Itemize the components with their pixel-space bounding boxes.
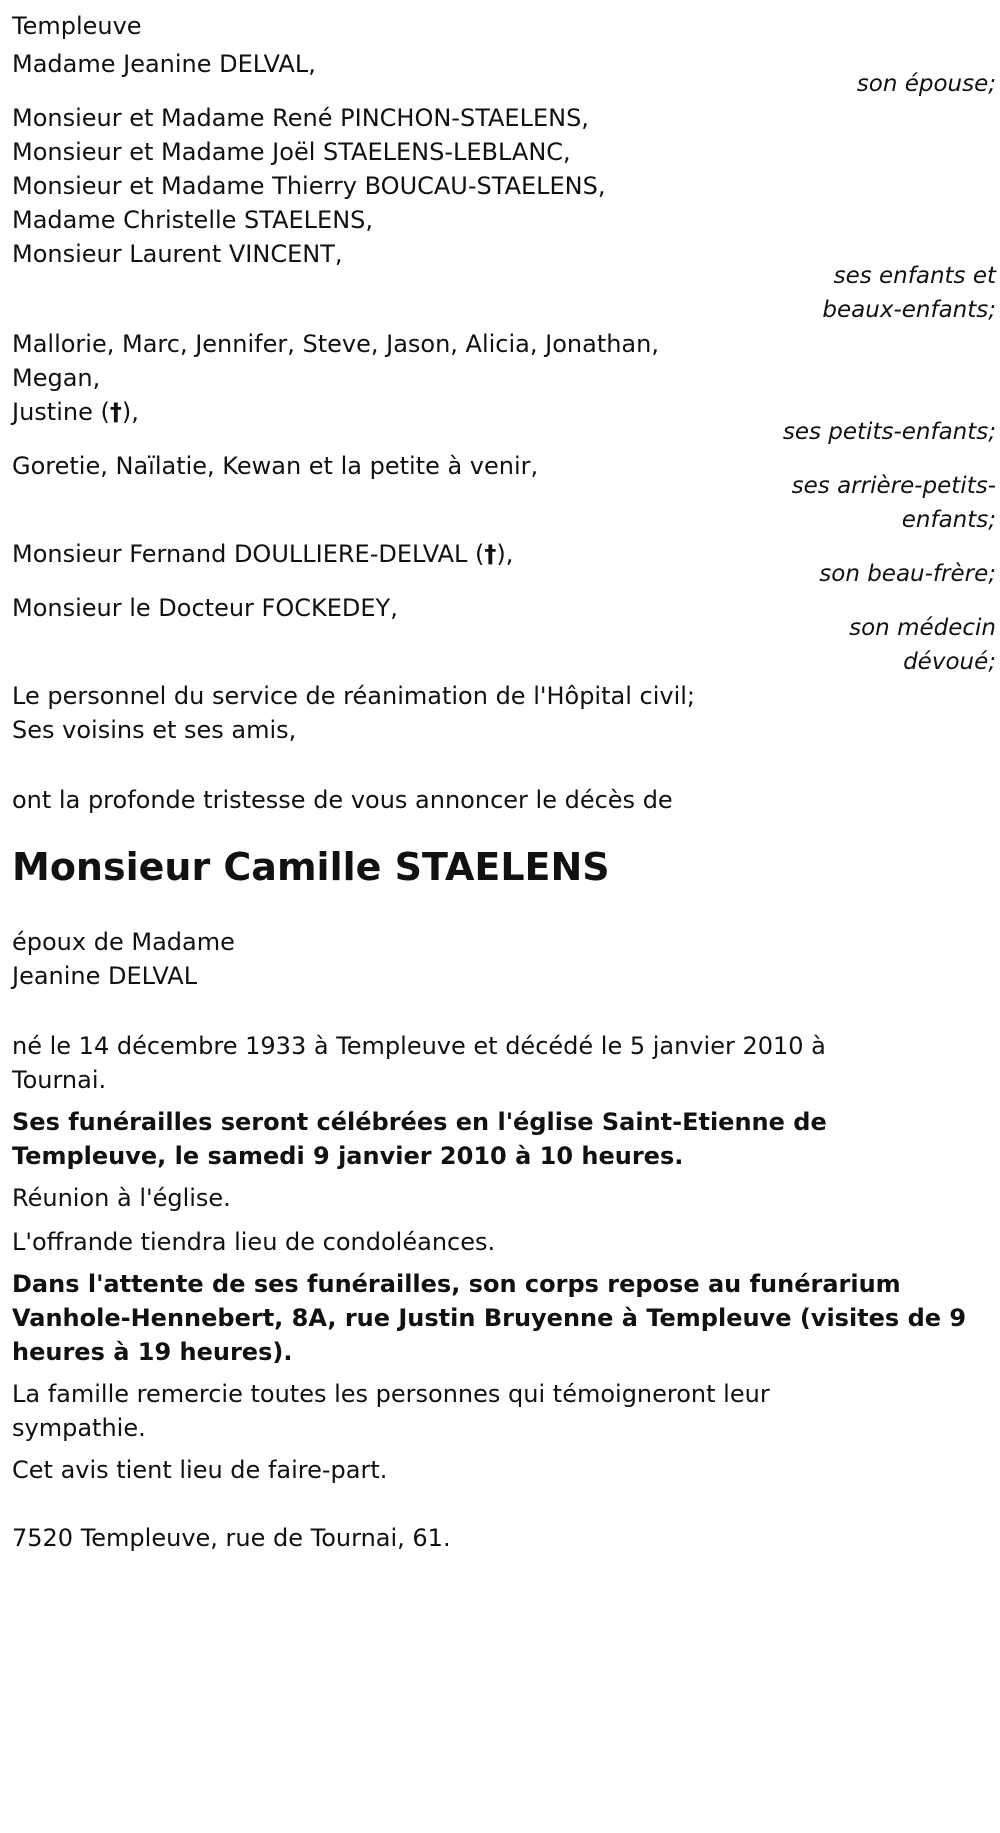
- spouse-name: Madame Jeanine DELVAL,: [12, 50, 316, 78]
- doctor-relation-line: dévoué;: [903, 649, 996, 675]
- children-relation-line: beaux-enfants;: [822, 297, 996, 323]
- birth-death-line: né le 14 décembre 1933 à Templeuve et décédé le 5 janvier 2010 à: [12, 1032, 826, 1060]
- dagger-icon: †: [109, 398, 122, 426]
- brother-in-law-name: Monsieur Fernand DOULLIERE-DELVAL (: [12, 540, 485, 568]
- repose-line: Dans l'attente de ses funérailles, son corps repose au funérarium: [12, 1270, 901, 1298]
- address-text: 7520 Templeuve, rue de Tournai, 61.: [12, 1524, 451, 1552]
- dagger-icon: †: [484, 540, 497, 568]
- others-line: Ses voisins et ses amis,: [12, 716, 297, 744]
- repose-line: heures à 19 heures).: [12, 1338, 293, 1366]
- grandchild-name: Justine (: [12, 398, 110, 426]
- thanks-line: La famille remercie toutes les personnes qui témoigneront leur: [12, 1380, 770, 1408]
- child-line: Monsieur et Madame Joël STAELENS-LEBLANC,: [12, 138, 571, 166]
- location-header: Templeuve: [12, 12, 142, 40]
- others-line: Le personnel du service de réanimation de l'Hôpital civil;: [12, 682, 695, 710]
- child-line: Monsieur et Madame René PINCHON-STAELENS,: [12, 104, 589, 132]
- offering-text: L'offrande tiendra lieu de condoléances.: [12, 1228, 496, 1256]
- spouse-relation: son épouse;: [856, 71, 996, 97]
- spouse-of-line: Jeanine DELVAL: [12, 962, 198, 990]
- repose-line: Vanhole-Hennebert, 8A, rue Justin Bruyenne à Templeuve (visites de 9: [12, 1304, 967, 1332]
- brother-in-law-suffix: ),: [496, 540, 514, 568]
- birth-death-line: Tournai.: [12, 1066, 107, 1094]
- thanks-line: sympathie.: [12, 1414, 146, 1442]
- announcement-text: ont la profonde tristesse de vous annoncer le décès de: [12, 786, 673, 814]
- child-line: Madame Christelle STAELENS,: [12, 206, 374, 234]
- funeral-line: Templeuve, le samedi 9 janvier 2010 à 10 heures.: [12, 1142, 684, 1170]
- child-line: Monsieur et Madame Thierry BOUCAU-STAELENS,: [12, 172, 606, 200]
- spouse-of-line: époux de Madame: [12, 928, 235, 956]
- funeral-line: Ses funérailles seront célébrées en l'église Saint-Etienne de: [12, 1108, 827, 1136]
- grandchildren-line: Mallorie, Marc, Jennifer, Steve, Jason, Alicia, Jonathan,: [12, 330, 659, 358]
- meeting-text: Réunion à l'église.: [12, 1184, 231, 1212]
- brother-in-law-line: [12, 534, 513, 574]
- great-grandchildren-names: Goretie, Naïlatie, Kewan et la petite à venir,: [12, 452, 539, 480]
- grandchildren-line: Megan,: [12, 364, 101, 392]
- doctor-name: Monsieur le Docteur FOCKEDEY,: [12, 594, 398, 622]
- child-line: Monsieur Laurent VINCENT,: [12, 240, 343, 268]
- children-relation-line: ses enfants et: [833, 263, 996, 289]
- deceased-name: Monsieur Camille STAELENS: [12, 845, 610, 889]
- notice-text: Cet avis tient lieu de faire-part.: [12, 1456, 388, 1484]
- grandchildren-deceased-line: [12, 392, 139, 432]
- grandchild-suffix: ),: [121, 398, 139, 426]
- great-grandchildren-relation-line: enfants;: [901, 507, 996, 533]
- doctor-relation-line: son médecin: [849, 615, 996, 641]
- great-grandchildren-relation-line: ses arrière-petits-: [791, 473, 996, 499]
- grandchildren-relation: ses petits-enfants;: [782, 419, 996, 445]
- brother-in-law-relation: son beau-frère;: [819, 561, 996, 587]
